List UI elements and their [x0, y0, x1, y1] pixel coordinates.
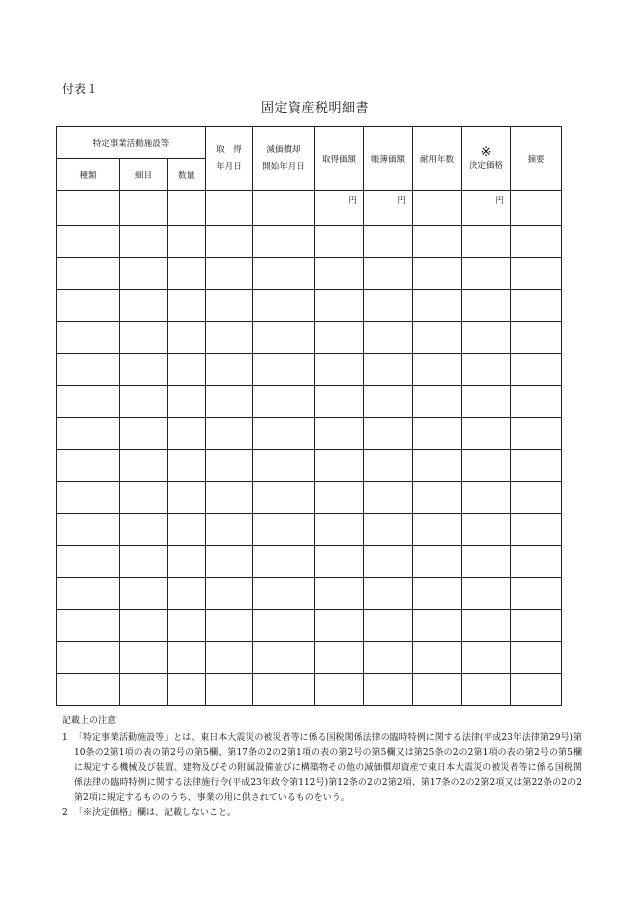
table-cell[interactable] — [413, 674, 462, 706]
table-cell[interactable] — [462, 450, 511, 482]
decided-price-header — [462, 127, 511, 191]
table-cell[interactable] — [315, 642, 364, 674]
remarks-header: 摘要 — [511, 127, 562, 191]
table-row — [57, 191, 562, 226]
book-value-header: 帳簿価額 — [364, 127, 413, 191]
table-cell[interactable] — [206, 482, 253, 514]
table-cell[interactable] — [511, 258, 562, 290]
table-cell[interactable] — [315, 482, 364, 514]
table-body — [57, 226, 562, 706]
table-cell[interactable] — [57, 418, 120, 450]
table-cell[interactable] — [253, 386, 315, 418]
decided-price-label: 決定価格 — [469, 161, 504, 171]
table-cell[interactable] — [511, 610, 562, 642]
table-cell[interactable] — [364, 258, 413, 290]
table-cell[interactable] — [413, 418, 462, 450]
table-cell[interactable] — [253, 418, 315, 450]
table-cell[interactable] — [364, 514, 413, 546]
table-cell[interactable] — [462, 642, 511, 674]
table-cell[interactable] — [253, 354, 315, 386]
table-cell[interactable] — [168, 610, 206, 642]
table-cell[interactable] — [413, 354, 462, 386]
notes-section — [62, 714, 582, 821]
table-cell[interactable] — [364, 418, 413, 450]
table-cell[interactable] — [364, 386, 413, 418]
table-cell[interactable] — [253, 450, 315, 482]
table-cell[interactable] — [413, 514, 462, 546]
table-row — [57, 482, 562, 514]
table-cell[interactable] — [168, 226, 206, 258]
table-cell[interactable] — [511, 354, 562, 386]
table-cell[interactable] — [253, 482, 315, 514]
table-cell[interactable] — [57, 226, 120, 258]
table-cell[interactable] — [120, 226, 168, 258]
acquisition-price-header: 取得価額 — [315, 127, 364, 191]
table-cell[interactable] — [206, 578, 253, 610]
table-cell[interactable] — [168, 482, 206, 514]
table-cell[interactable] — [120, 514, 168, 546]
table-cell[interactable] — [364, 322, 413, 354]
table-cell[interactable] — [206, 546, 253, 578]
table-cell[interactable] — [120, 642, 168, 674]
table-cell[interactable] — [57, 514, 120, 546]
table-cell[interactable] — [462, 578, 511, 610]
table-cell[interactable] — [57, 322, 120, 354]
table-cell[interactable] — [462, 610, 511, 642]
table-row — [57, 450, 562, 482]
table-cell[interactable] — [57, 290, 120, 322]
detail-header: 細目 — [120, 159, 168, 191]
table-cell[interactable] — [315, 354, 364, 386]
table-cell[interactable] — [253, 546, 315, 578]
table-row — [57, 258, 562, 290]
table-cell[interactable] — [315, 322, 364, 354]
table-cell[interactable] — [315, 226, 364, 258]
yen-unit-acquisition: 円 — [315, 191, 364, 226]
table-cell[interactable] — [57, 354, 120, 386]
table-cell[interactable] — [120, 290, 168, 322]
quantity-header: 数量 — [168, 159, 206, 191]
table-cell[interactable] — [413, 578, 462, 610]
table-cell[interactable] — [57, 674, 120, 706]
table-cell[interactable] — [364, 354, 413, 386]
table-cell[interactable] — [168, 450, 206, 482]
table-cell[interactable] — [364, 482, 413, 514]
table-cell[interactable] — [206, 226, 253, 258]
table-cell[interactable] — [253, 674, 315, 706]
table-cell[interactable] — [57, 482, 120, 514]
note-text: 「※決定価格」欄は、記載しないこと。 — [74, 808, 237, 818]
acquisition-date-line2: 年月日 — [216, 161, 242, 172]
table-cell[interactable] — [511, 386, 562, 418]
table-cell[interactable] — [315, 514, 364, 546]
table-cell[interactable] — [315, 418, 364, 450]
table-cell[interactable] — [413, 482, 462, 514]
table-cell[interactable] — [206, 514, 253, 546]
table-cell[interactable] — [462, 290, 511, 322]
table-cell[interactable] — [511, 290, 562, 322]
depreciation-line1: 減価償却 — [266, 144, 301, 155]
table-cell[interactable] — [364, 226, 413, 258]
table-cell[interactable] — [253, 642, 315, 674]
table-cell[interactable] — [57, 258, 120, 290]
table-cell[interactable] — [168, 674, 206, 706]
type-header: 種類 — [57, 159, 120, 191]
table-row — [57, 674, 562, 706]
table-cell[interactable] — [120, 354, 168, 386]
note-text: 「特定事業活動施設等」とは、東日本大震災の被災者等に係る国税関係法律の臨時特例に関する法律(平成23年法律第29号)第10条の2第1項の表の第2号の第5欄、第17条の2の2第1項の表の第2号の第5欄又は第25条の2の2第1項の表の第2号の第5欄に規定する機械及び装置、建物及びその附属設備並びに構築物その他の減価償却資産で東日本大震災の被災者等に係る国税関係法律の臨時特例に関する法律施行令(平成23年政令第112号)第12条の2の2第2項、第17条の2の2第2項又は第22条の2の2第2項に規定するもののうち、事業の用に供されているものをいう。 — [74, 733, 582, 803]
table-cell[interactable] — [315, 386, 364, 418]
table-cell[interactable] — [511, 578, 562, 610]
table-row — [57, 418, 562, 450]
table-cell[interactable] — [511, 482, 562, 514]
table-cell[interactable] — [168, 354, 206, 386]
acquisition-date-line1: 取 得 — [216, 144, 242, 155]
table-row — [57, 514, 562, 546]
table-cell[interactable] — [462, 482, 511, 514]
yen-unit-decided: 円 — [462, 191, 511, 226]
table-cell[interactable] — [57, 546, 120, 578]
table-cell[interactable] — [413, 450, 462, 482]
note-number: 2 — [62, 808, 68, 818]
table-cell[interactable] — [364, 546, 413, 578]
notes-heading: 記載上の注意 — [62, 716, 117, 726]
table-row — [57, 354, 562, 386]
table-cell[interactable] — [168, 642, 206, 674]
table-row — [57, 546, 562, 578]
table-cell[interactable] — [206, 610, 253, 642]
table-cell[interactable] — [120, 386, 168, 418]
table-cell[interactable] — [57, 610, 120, 642]
table-cell[interactable] — [462, 226, 511, 258]
table-cell[interactable] — [253, 322, 315, 354]
table-cell[interactable] — [511, 322, 562, 354]
table-cell[interactable] — [120, 610, 168, 642]
table-cell[interactable] — [253, 514, 315, 546]
table-cell[interactable] — [120, 418, 168, 450]
table-cell[interactable] — [315, 610, 364, 642]
table-cell[interactable] — [511, 514, 562, 546]
table-cell[interactable] — [206, 354, 253, 386]
table-cell[interactable] — [120, 674, 168, 706]
table-cell[interactable] — [413, 546, 462, 578]
table-cell[interactable] — [168, 546, 206, 578]
asset-detail-table — [56, 126, 562, 706]
table-cell[interactable] — [57, 450, 120, 482]
table-cell[interactable] — [413, 258, 462, 290]
table-cell[interactable] — [315, 674, 364, 706]
table-cell[interactable] — [168, 578, 206, 610]
table-cell[interactable] — [206, 418, 253, 450]
table-cell[interactable] — [315, 546, 364, 578]
table-cell[interactable] — [364, 674, 413, 706]
table-cell[interactable] — [511, 418, 562, 450]
table-cell[interactable] — [206, 642, 253, 674]
table-cell[interactable] — [364, 450, 413, 482]
note-item — [62, 806, 582, 821]
table-cell[interactable] — [315, 578, 364, 610]
table-cell[interactable] — [413, 642, 462, 674]
table-row — [57, 322, 562, 354]
acquisition-date-header — [206, 127, 253, 191]
table-cell[interactable] — [120, 258, 168, 290]
reference-mark-icon: ※ — [480, 145, 492, 160]
table-cell[interactable] — [206, 258, 253, 290]
table-row — [57, 226, 562, 258]
table-cell[interactable] — [413, 386, 462, 418]
table-cell[interactable] — [364, 578, 413, 610]
table-row — [57, 578, 562, 610]
table-cell[interactable] — [511, 226, 562, 258]
table-cell[interactable] — [120, 546, 168, 578]
table-cell[interactable] — [511, 546, 562, 578]
table-cell[interactable] — [120, 450, 168, 482]
group-header-cell: 特定事業活動施設等 — [57, 127, 206, 159]
table-cell[interactable] — [364, 290, 413, 322]
depreciation-line2: 開始年月日 — [262, 161, 305, 172]
table-cell[interactable] — [413, 290, 462, 322]
table-cell[interactable] — [413, 226, 462, 258]
table-cell[interactable] — [168, 290, 206, 322]
note-number: 1 — [62, 733, 68, 743]
table-cell[interactable] — [168, 386, 206, 418]
table-cell[interactable] — [462, 418, 511, 450]
table-cell[interactable] — [206, 450, 253, 482]
table-row — [57, 610, 562, 642]
table-cell[interactable] — [413, 322, 462, 354]
table-cell[interactable] — [168, 418, 206, 450]
table-cell[interactable] — [168, 258, 206, 290]
note-item — [62, 731, 582, 806]
table-cell[interactable] — [168, 514, 206, 546]
table-cell[interactable] — [57, 386, 120, 418]
table-cell[interactable] — [364, 642, 413, 674]
table-row — [57, 642, 562, 674]
table-cell[interactable] — [364, 610, 413, 642]
table-cell[interactable] — [206, 386, 253, 418]
table-cell[interactable] — [315, 450, 364, 482]
table-cell[interactable] — [253, 578, 315, 610]
table-cell[interactable] — [57, 642, 120, 674]
table-cell[interactable] — [462, 322, 511, 354]
useful-life-header: 耐用年数 — [413, 127, 462, 191]
table-cell[interactable] — [206, 290, 253, 322]
table-cell[interactable] — [206, 322, 253, 354]
table-cell[interactable] — [413, 610, 462, 642]
table-cell[interactable] — [462, 546, 511, 578]
table-cell[interactable] — [206, 674, 253, 706]
table-cell[interactable] — [120, 482, 168, 514]
table-cell[interactable] — [120, 322, 168, 354]
table-cell[interactable] — [253, 290, 315, 322]
depreciation-start-header — [253, 127, 315, 191]
table-cell[interactable] — [253, 258, 315, 290]
table-cell[interactable] — [462, 514, 511, 546]
table-cell[interactable] — [511, 450, 562, 482]
table-row — [57, 290, 562, 322]
table-cell[interactable] — [511, 642, 562, 674]
table-cell[interactable] — [57, 578, 120, 610]
table-cell[interactable] — [511, 674, 562, 706]
table-row — [57, 386, 562, 418]
table-cell[interactable] — [120, 578, 168, 610]
yen-unit-book: 円 — [364, 191, 413, 226]
table-cell[interactable] — [253, 226, 315, 258]
table-cell[interactable] — [462, 386, 511, 418]
table-cell[interactable] — [315, 258, 364, 290]
table-cell[interactable] — [168, 322, 206, 354]
table-cell[interactable] — [462, 258, 511, 290]
document-title: 固定資産税明細書 — [260, 101, 369, 116]
annex-label: 付表１ — [62, 82, 99, 96]
table-cell[interactable] — [462, 354, 511, 386]
table-cell[interactable] — [315, 290, 364, 322]
table-cell[interactable] — [253, 610, 315, 642]
table-cell[interactable] — [462, 674, 511, 706]
